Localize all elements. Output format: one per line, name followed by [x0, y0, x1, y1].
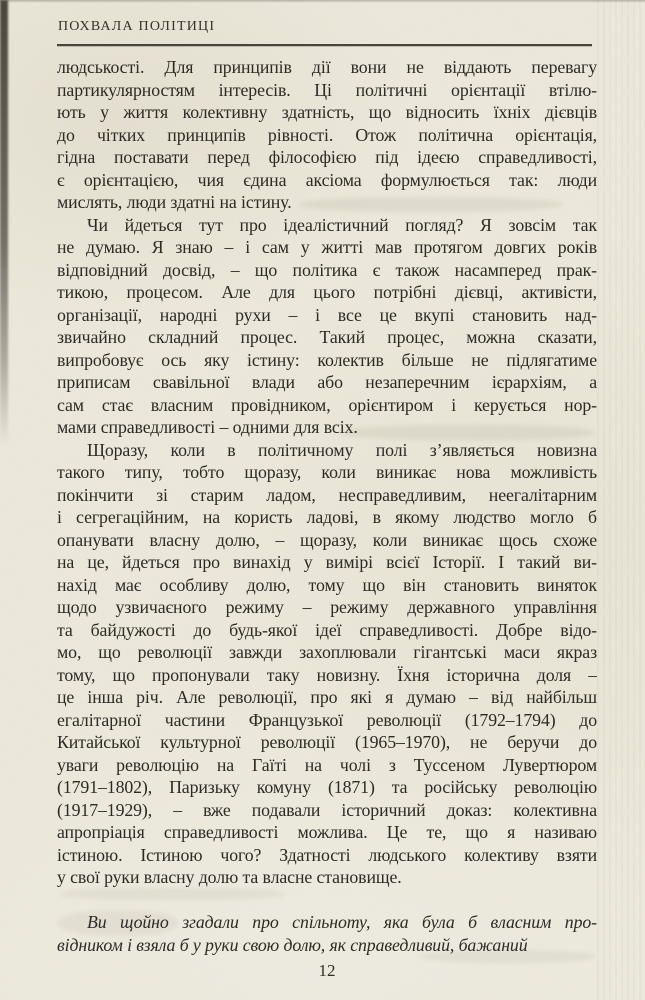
text-line: до чітких принципів рівності. Отож політична орієнтація, [57, 124, 597, 145]
text-line: є орієнтацією, чия єдина аксіома формулюється так: люди [57, 169, 597, 190]
text-line: опанувати власну долю, – щоразу, коли виникає щось схоже [57, 529, 597, 550]
text-line: на це, йдеться про винахід у вимірі всієї Історії. І такий ви- [57, 552, 597, 572]
header-rule [57, 44, 592, 46]
running-head [58, 19, 215, 35]
text-line: такого типу, тобто щоразу, коли виникає нова можливість [57, 462, 597, 482]
text-line: мами справедливості – одними для всіх. [57, 417, 358, 437]
text-line: випробовує ось яку істину: колектив більше не підлягатиме [57, 349, 597, 370]
text-line: і сегрегаційним, на користь ладові, в якому людство могло б [57, 507, 597, 527]
text-line: відповідний досвід, – що політика є також насамперед прак- [57, 259, 597, 280]
text-line: нахід має особливу долю, тому що він становить виняток [57, 574, 597, 595]
text-line: партикулярностям інтересів. Ці політичні орієнтації втілю- [57, 79, 597, 100]
paragraph [57, 911, 597, 956]
text-line: Китайської культурної революції (1965–1970), не беручи до [57, 732, 597, 752]
text-block [57, 56, 597, 956]
text-line: гідна поставати перед філософією під ідеєю справедливості, [57, 147, 597, 167]
page-number: 12 [318, 961, 336, 980]
text-line: організації, народні рухи – і все це вкупі становить над- [57, 304, 597, 325]
scan-streaks [597, 0, 645, 1000]
text-line: Ви щойно згадали про спільноту, яка була б власним про- [87, 912, 597, 932]
text-line: відником і взяла б у руки свою долю, як справедливий, бажаний [57, 934, 528, 955]
text-line: мислять, люди здатні на істину. [57, 192, 292, 212]
text-line: тикою, процесом. Але для цього потрібні дієвці, активісти, [57, 282, 597, 302]
text-line: людськості. Для принципів дії вони не віддають перевагу [57, 57, 597, 77]
text-line: звичайно складний процес. Такий процес, можна сказати, [57, 327, 597, 347]
paragraph [57, 214, 597, 439]
text-line: приписам свавільної влади або незаперечним ієрархіям, а [57, 372, 597, 392]
text-line: та байдужості до будь-якої ідеї справедливості. Добре відо- [57, 619, 597, 640]
text-line: тому, що пропонували таку новизну. Їхня історична доля – [57, 664, 597, 685]
text-line: це інша річ. Але революції, про які я думаю – від найбільш [57, 687, 597, 707]
text-line: сам стає власним провідником, орієнтиром і керується нор- [57, 394, 597, 415]
text-line: Щоразу, коли в політичному полі з’являється новизна [87, 439, 597, 460]
text-line: у свої руки власну долю та власне становище. [57, 867, 402, 887]
text-line: не думаю. Я знаю – і сам у житті мав протягом довгих років [57, 237, 597, 257]
paragraph [57, 56, 597, 214]
text-line: егалітарної частини Французької революції (1792–1794) до [57, 709, 597, 730]
text-line: апропріація справедливості можлива. Це те, що я називаю [57, 822, 597, 842]
text-line: мо, що революції завжди захоплювали гігантські маси якраз [57, 642, 597, 662]
text-line: істиною. Істиною чого? Здатності людського колективу взяти [57, 844, 597, 865]
text-line: ють у життя колективну здатність, що відносить їхніх дієвців [57, 102, 597, 122]
paragraph [57, 439, 597, 889]
page-edge-shadow [0, 0, 8, 445]
text-line: (1917–1929), – вже подавали історичний доказ: колективна [57, 799, 597, 820]
running-head-title: ПОХВАЛА ПОЛІТИЦІ [58, 19, 216, 34]
text-line: Чи йдеться тут про ідеалістичний погляд? Я зовсім так [87, 214, 597, 235]
text-line: (1791–1802), Паризьку комуну (1871) та російську революцію [57, 777, 597, 797]
text-line: уваги революцію на Гаїті на чолі з Туссеном Лувертюром [57, 754, 597, 775]
text-column [57, 0, 597, 1000]
text-line: щодо узвичаєного режиму – режиму державного управління [57, 597, 597, 617]
text-line: покінчити зі старим ладом, несправедливим, неегалітарним [57, 484, 597, 505]
